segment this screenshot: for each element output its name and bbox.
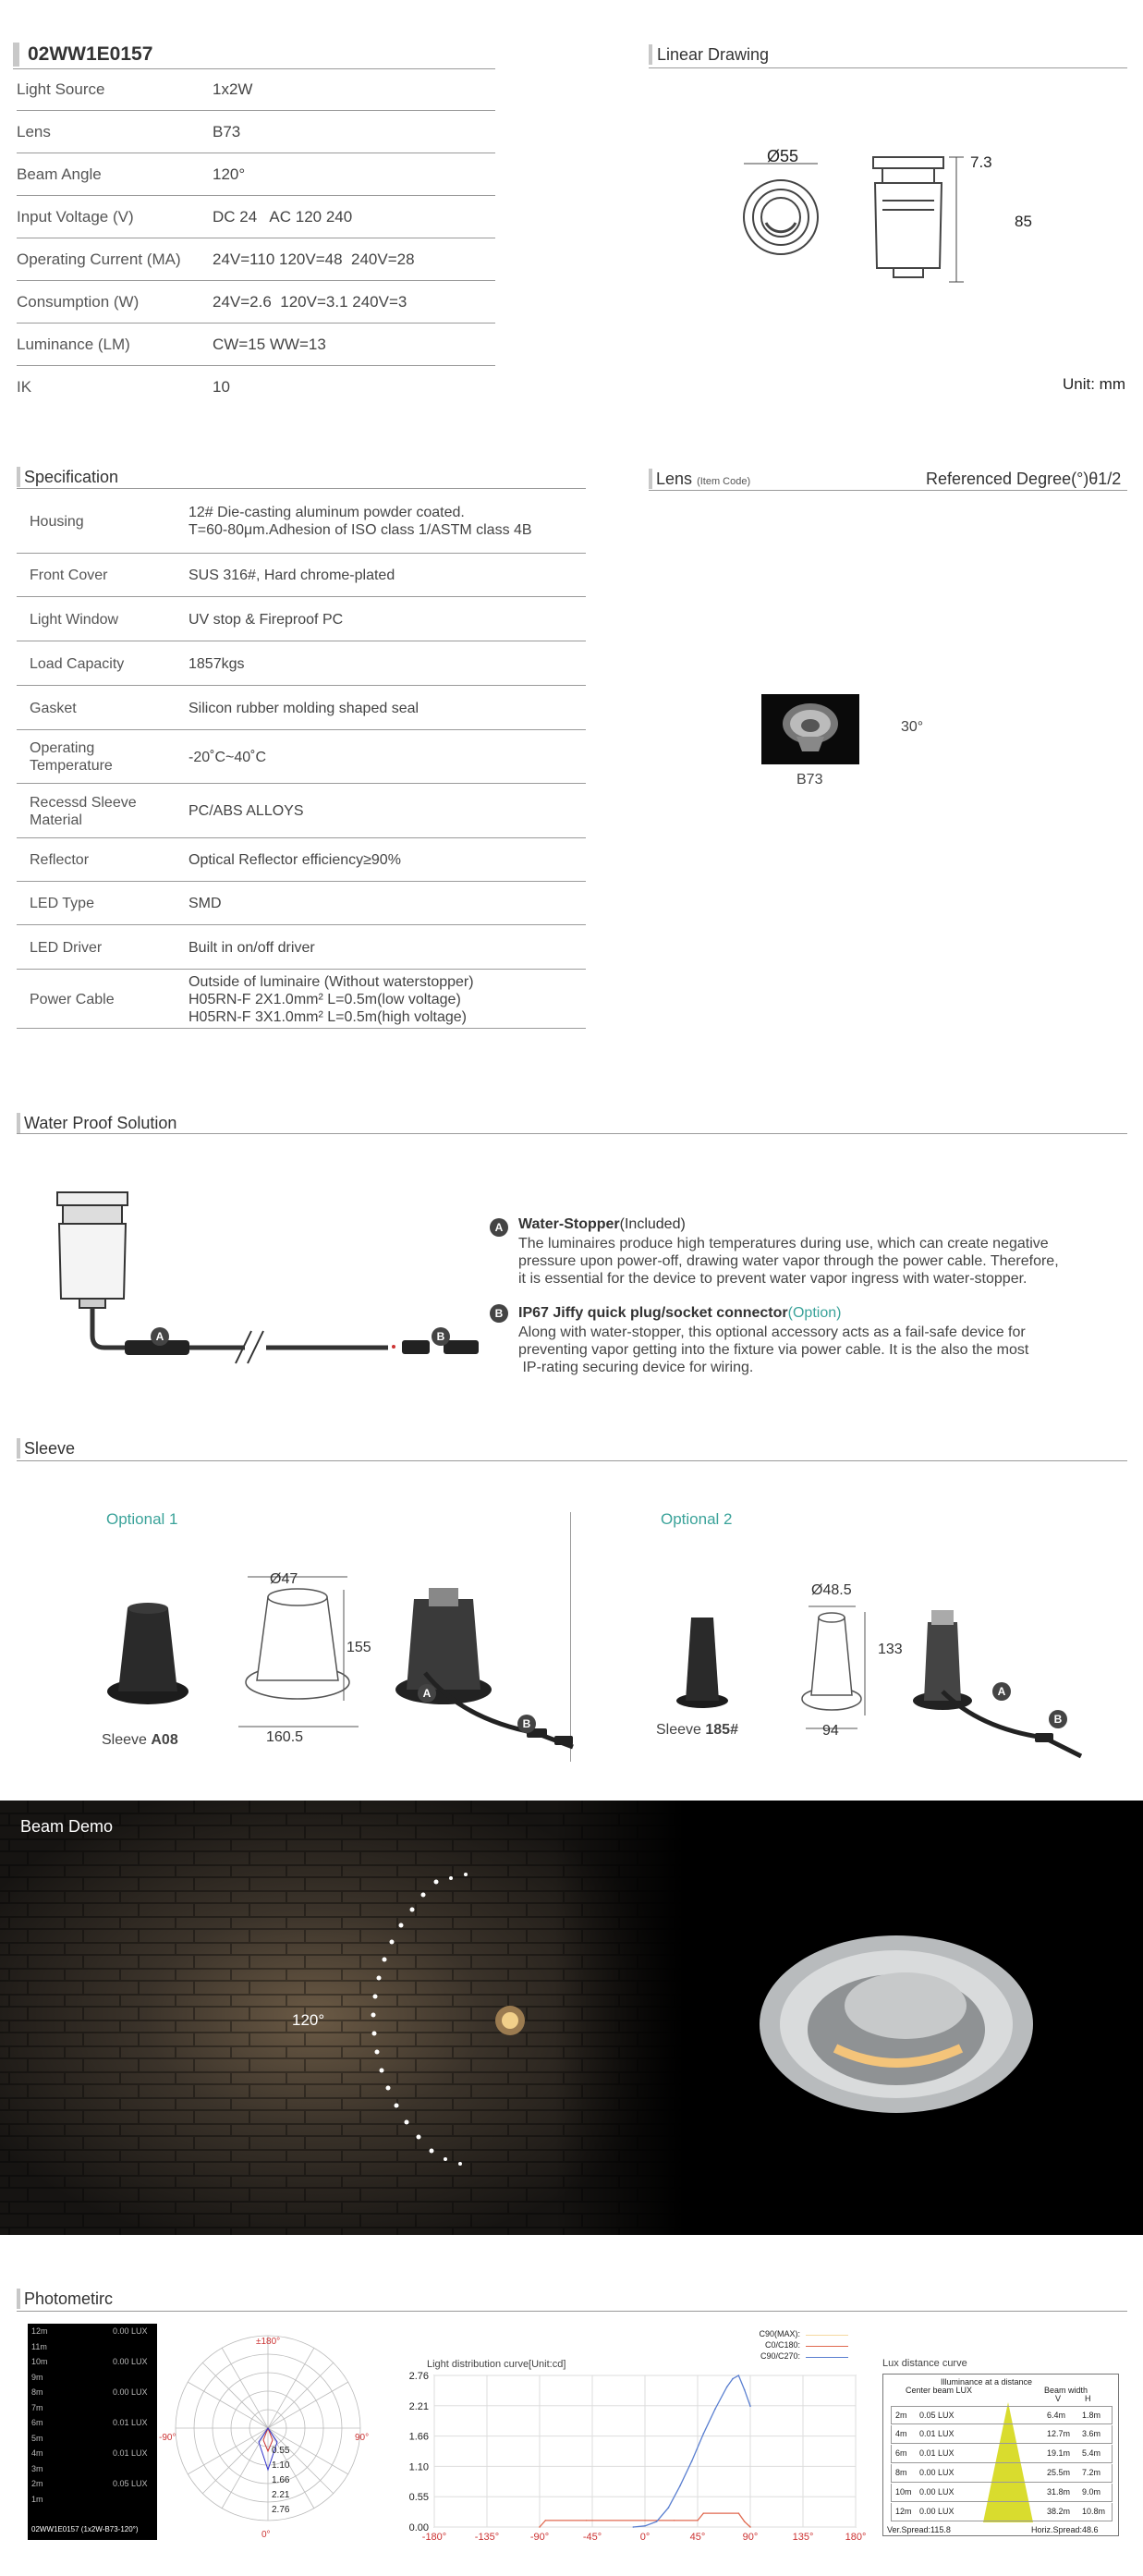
ld-v-width: 12.7m bbox=[1047, 2429, 1071, 2438]
spec-label-line: Housing bbox=[30, 513, 84, 530]
lux-distance-label: 5m bbox=[31, 2433, 43, 2443]
ld-h-width: 10.8m bbox=[1082, 2507, 1106, 2516]
badge-a-diagram: A bbox=[151, 1327, 169, 1346]
spec-row-label bbox=[30, 567, 107, 584]
spec-row-label bbox=[30, 851, 89, 869]
fixture-closeup bbox=[760, 1935, 1033, 2113]
lux-distance-label: 12m bbox=[31, 2326, 48, 2336]
lens-marker bbox=[649, 469, 652, 489]
series-point bbox=[644, 2520, 646, 2521]
x-tick-label: -45° bbox=[582, 2532, 602, 2543]
series-point bbox=[732, 2378, 734, 2380]
polar-right: 90° bbox=[355, 2433, 370, 2443]
spec-row bbox=[17, 784, 586, 838]
sleeve-1-cap-pre: Sleeve bbox=[102, 1732, 152, 1748]
sleeve-1-badge-a: A bbox=[418, 1684, 436, 1703]
ld-lux: 0.00 LUX bbox=[919, 2487, 955, 2497]
spec-row-label bbox=[30, 611, 118, 629]
x-tick-label: 45° bbox=[689, 2532, 706, 2543]
polar-top: ±180° bbox=[256, 2337, 281, 2347]
product-row bbox=[17, 153, 495, 196]
product-row bbox=[17, 111, 495, 153]
spec-label-line: LED Driver bbox=[30, 939, 103, 956]
spec-row-value bbox=[188, 939, 315, 957]
ld-v-width: 38.2m bbox=[1047, 2507, 1071, 2516]
spec-row-label bbox=[30, 939, 102, 957]
legend-label: C90(MAX): bbox=[759, 2329, 800, 2338]
series-point bbox=[738, 2512, 740, 2514]
specification-title: Specification bbox=[24, 468, 119, 486]
spec-value-line: SMD bbox=[188, 896, 222, 911]
distribution-chart bbox=[388, 2366, 869, 2551]
sleeve-1-cap-bold: A08 bbox=[151, 1732, 178, 1748]
spec-row-label bbox=[30, 895, 94, 912]
photo-rule bbox=[17, 2311, 1127, 2312]
product-row-value: 1x2W bbox=[213, 80, 253, 98]
lens-ref-degree: Referenced Degree(°)θ1/2 bbox=[926, 470, 1122, 488]
ld-distance: 6m bbox=[895, 2448, 907, 2458]
waterproof-title: Water Proof Solution bbox=[24, 1114, 177, 1132]
lens-item-code: (Item Code) bbox=[697, 476, 751, 487]
spec-row-label bbox=[30, 794, 137, 829]
spec-row bbox=[17, 489, 586, 554]
lux-value-label: 0.00 LUX bbox=[113, 2326, 148, 2336]
ld-distance: 12m bbox=[895, 2507, 912, 2516]
sleeve-2-dia: Ø48.5 bbox=[811, 1582, 852, 1598]
spec-row-value bbox=[188, 749, 266, 766]
lux-distance-label: 6m bbox=[31, 2418, 43, 2427]
spec-label-line: Gasket bbox=[30, 700, 77, 716]
spec-row-label bbox=[30, 700, 77, 717]
ld-lux: 0.00 LUX bbox=[919, 2468, 955, 2477]
legend-swatch bbox=[806, 2357, 848, 2358]
spec-value-line: H05RN-F 2X1.0mm² L=0.5m(low voltage) bbox=[188, 991, 461, 1007]
lux-value-label: 0.00 LUX bbox=[113, 2387, 148, 2397]
spec-row-value bbox=[188, 851, 401, 869]
lux-value-label: 0.01 LUX bbox=[113, 2418, 148, 2427]
spec-label-line: Load Capacity bbox=[30, 655, 125, 672]
product-row-value: CW=15 WW=13 bbox=[213, 336, 326, 353]
product-row-label: Consumption (W) bbox=[17, 293, 140, 311]
dim-height: 85 bbox=[1015, 213, 1032, 230]
model-number: 02WW1E0157 bbox=[28, 43, 153, 65]
y-tick-label: 2.76 bbox=[408, 2371, 429, 2382]
waterproof-diagram bbox=[37, 1183, 517, 1386]
series-point bbox=[679, 2485, 681, 2487]
ld-row bbox=[891, 2406, 1113, 2424]
badge-b: B bbox=[490, 1304, 508, 1323]
lux-distance-label: 8m bbox=[31, 2387, 43, 2397]
product-row-value: 10 bbox=[213, 378, 230, 396]
spec-row bbox=[17, 641, 586, 686]
product-row-value: 24V=110 120V=48 240V=28 bbox=[213, 250, 415, 268]
wp-marker bbox=[17, 1113, 20, 1133]
water-stopper-note: (Included) bbox=[619, 1216, 686, 1232]
product-row-label: Input Voltage (V) bbox=[17, 208, 134, 226]
lens-title-text: Lens bbox=[656, 470, 693, 488]
ld-row bbox=[891, 2425, 1113, 2444]
spec-row bbox=[17, 686, 586, 730]
polar-ring-label: 1.10 bbox=[272, 2460, 290, 2471]
sleeve-1-height: 155 bbox=[347, 1640, 371, 1655]
legend-swatch bbox=[806, 2346, 848, 2347]
ld-row bbox=[891, 2503, 1113, 2521]
spec-label-line: Front Cover bbox=[30, 568, 108, 583]
product-row-label: Luminance (LM) bbox=[17, 336, 130, 353]
spec-row bbox=[17, 838, 586, 882]
ld-v-width: 6.4m bbox=[1047, 2411, 1066, 2420]
lens-rule bbox=[649, 490, 1127, 491]
product-row bbox=[17, 324, 495, 366]
ld-row bbox=[891, 2484, 1113, 2502]
lux-panel bbox=[28, 2324, 157, 2540]
badge-b-diagram: B bbox=[432, 1327, 450, 1346]
ld-h-width: 7.2m bbox=[1082, 2468, 1101, 2477]
lux-distance-label: 3m bbox=[31, 2463, 43, 2473]
x-tick-label: -180° bbox=[421, 2532, 447, 2543]
beam-angle-label: 120° bbox=[292, 2011, 325, 2029]
lux-distance-box bbox=[882, 2374, 1119, 2536]
sleeve-a08-assembly bbox=[395, 1588, 573, 1747]
product-row-label: IK bbox=[17, 378, 32, 396]
spec-label-line: Operating bbox=[30, 740, 95, 756]
series-point bbox=[668, 2507, 670, 2509]
series-point bbox=[738, 2375, 740, 2376]
beam-demo-title: Beam Demo bbox=[20, 1817, 114, 1836]
y-tick-label: 2.21 bbox=[408, 2400, 429, 2412]
lens-photo bbox=[761, 694, 859, 764]
chart-title: Light distribution curve[Unit:cd] bbox=[427, 2359, 566, 2370]
badge-a: A bbox=[490, 1218, 508, 1237]
spec-value-line: Outside of luminaire (Without waterstopper) bbox=[188, 973, 474, 990]
water-stopper-text bbox=[518, 1235, 1059, 1288]
sleeve-185-drawing bbox=[802, 1613, 861, 1710]
ld-row bbox=[891, 2464, 1113, 2483]
ld-distance: 8m bbox=[895, 2468, 907, 2477]
polar-ring-label: 1.66 bbox=[272, 2475, 290, 2485]
top-view bbox=[744, 180, 818, 254]
ld-hor: Horiz.Spread:48.6 bbox=[1031, 2525, 1099, 2534]
y-tick-label: 0.00 bbox=[408, 2522, 429, 2533]
connector-note: (Option) bbox=[787, 1305, 842, 1321]
ws-line-2: pressure upon power-off, drawing water vapor through the power cable. Therefore, bbox=[518, 1253, 1059, 1269]
ld-head2: Center beam LUX bbox=[906, 2386, 973, 2395]
spec-value-line: 12# Die-casting aluminum powder coated. bbox=[188, 505, 465, 520]
spec-row-label bbox=[30, 655, 124, 673]
series-point bbox=[726, 2387, 728, 2388]
legend-label: C0/C180: bbox=[764, 2340, 800, 2350]
sleeve-1-dia: Ø47 bbox=[270, 1571, 298, 1587]
sleeve-title: Sleeve bbox=[24, 1439, 76, 1458]
spec-value-line: T=60-80μm.Adhesion of ISO class 1/ASTM class 4B bbox=[188, 522, 532, 538]
legend-item bbox=[721, 2329, 859, 2340]
ld-head3: Beam width bbox=[1044, 2386, 1088, 2395]
ld-v: V bbox=[1055, 2394, 1062, 2403]
ld-h-width: 5.4m bbox=[1082, 2448, 1101, 2458]
series-point bbox=[744, 2521, 746, 2522]
sleeve-marker bbox=[17, 1438, 20, 1459]
lux-value-label: 0.00 LUX bbox=[113, 2357, 148, 2366]
ld-lux: 0.01 LUX bbox=[919, 2429, 955, 2438]
ld-h-width: 9.0m bbox=[1082, 2487, 1101, 2497]
lux-distance-label: 1m bbox=[31, 2494, 43, 2504]
ld-h-width: 3.6m bbox=[1082, 2429, 1101, 2438]
x-tick-label: 90° bbox=[742, 2532, 759, 2543]
sleeve-2-width: 94 bbox=[822, 1723, 839, 1739]
sleeve-1-caption bbox=[102, 1732, 178, 1749]
series-point bbox=[539, 2526, 541, 2528]
sleeve-185-photo bbox=[676, 1618, 728, 1708]
cn-line-2: preventing vapor getting into the fixture via power cable. It is the also the most bbox=[518, 1342, 1029, 1358]
connector-title: IP67 Jiffy quick plug/socket connector bbox=[518, 1305, 788, 1321]
series-point bbox=[633, 2526, 635, 2528]
sleeve-rule bbox=[17, 1460, 1127, 1461]
spec-label-line: LED Type bbox=[30, 896, 94, 911]
spec-row-value bbox=[188, 895, 222, 912]
sleeve-2-cap-pre: Sleeve bbox=[656, 1722, 706, 1738]
spec-value-line: Silicon rubber molding shaped seal bbox=[188, 700, 420, 716]
series-point bbox=[586, 2520, 588, 2521]
spec-row bbox=[17, 730, 586, 784]
cn-line-1: Along with water-stopper, this optional accessory acts as a fail-safe device for bbox=[518, 1325, 1026, 1340]
polar-bottom: 0° bbox=[261, 2530, 271, 2540]
spec-label-line: Power Cable bbox=[30, 991, 115, 1007]
ld-lux: 0.01 LUX bbox=[919, 2448, 955, 2458]
photometric-title: Photometirc bbox=[24, 2289, 114, 2308]
polar-left: -90° bbox=[159, 2433, 176, 2443]
spec-row-value bbox=[188, 567, 395, 584]
spec-label-line: Temperature bbox=[30, 758, 113, 774]
spec-value-line: 1857kgs bbox=[188, 655, 245, 672]
y-tick-label: 0.55 bbox=[408, 2492, 429, 2504]
lux-distance-label: 11m bbox=[31, 2341, 47, 2351]
spec-label-line: Reflector bbox=[30, 852, 90, 868]
series-point bbox=[545, 2520, 547, 2521]
spec-value-line: SUS 316#, Hard chrome-plated bbox=[188, 568, 395, 583]
spec-label-line: Light Window bbox=[30, 611, 119, 628]
spec-marker bbox=[17, 467, 20, 487]
ws-line-3: it is essential for the device to prevent water vapor ingress with water-stopper. bbox=[518, 1271, 1027, 1287]
spec-row bbox=[17, 970, 586, 1029]
spec-value-line: UV stop & Fireproof PC bbox=[188, 611, 344, 628]
product-row bbox=[17, 281, 495, 324]
sleeve-2-cap-bold: 185# bbox=[705, 1722, 738, 1738]
side-view bbox=[873, 157, 943, 277]
product-row-value: 120° bbox=[213, 165, 246, 183]
series-point bbox=[714, 2408, 716, 2410]
sleeve-1-width: 160.5 bbox=[266, 1729, 304, 1745]
linear-marker bbox=[649, 44, 652, 65]
spec-label-line: Recessd Sleeve bbox=[30, 794, 137, 811]
product-row-label: Light Source bbox=[17, 80, 105, 98]
ld-v-width: 31.8m bbox=[1047, 2487, 1071, 2497]
spec-row bbox=[17, 554, 586, 597]
y-tick-label: 1.66 bbox=[408, 2431, 429, 2443]
legend-label: C90/C270: bbox=[760, 2351, 800, 2361]
lux-panel-footer: 02WW1E0157 (1x2W-B73-120°) bbox=[31, 2525, 139, 2533]
spec-row-label bbox=[30, 739, 113, 775]
spec-value-line: Optical Reflector efficiency≥90% bbox=[188, 852, 401, 868]
cn-line-3: IP-rating securing device for wiring. bbox=[518, 1360, 754, 1375]
lens-title bbox=[656, 470, 750, 489]
series-point bbox=[656, 2521, 658, 2522]
legend-swatch bbox=[806, 2335, 848, 2336]
ld-ver: Ver.Spread:115.8 bbox=[887, 2525, 951, 2534]
lux-value-label: 0.05 LUX bbox=[113, 2479, 148, 2488]
product-row bbox=[17, 68, 495, 111]
ws-line-1: The luminaires produce high temperatures during use, which can create negative bbox=[518, 1236, 1049, 1251]
spec-row-label bbox=[30, 991, 115, 1008]
ld-lux: 0.05 LUX bbox=[919, 2411, 955, 2420]
lux-distance-label: 9m bbox=[31, 2372, 43, 2382]
polar-ring-label: 2.21 bbox=[272, 2490, 290, 2500]
product-row-value: DC 24 AC 120 240 bbox=[213, 208, 353, 226]
y-tick-label: 1.10 bbox=[408, 2461, 429, 2473]
spec-value-line: Built in on/off driver bbox=[188, 939, 315, 956]
spec-row-value bbox=[188, 655, 245, 673]
product-row-value: 24V=2.6 120V=3.1 240V=3 bbox=[213, 293, 407, 311]
lux-value-label: 0.01 LUX bbox=[113, 2448, 148, 2458]
polar-chart bbox=[171, 2331, 365, 2525]
ld-lux: 0.00 LUX bbox=[919, 2507, 955, 2516]
series-point bbox=[691, 2460, 693, 2462]
product-row bbox=[17, 196, 495, 238]
x-tick-label: 135° bbox=[792, 2532, 814, 2543]
connector-text bbox=[518, 1324, 1028, 1376]
polar-ring-label: 2.76 bbox=[272, 2505, 290, 2515]
spec-row-label bbox=[30, 513, 84, 531]
ld-row bbox=[891, 2445, 1113, 2463]
water-stopper-title: Water-Stopper bbox=[518, 1216, 620, 1232]
series-point bbox=[674, 2520, 675, 2521]
ld-v-width: 25.5m bbox=[1047, 2468, 1071, 2477]
ld-v-width: 19.1m bbox=[1047, 2448, 1071, 2458]
spec-value-line: -20˚C~40˚C bbox=[188, 749, 267, 765]
dim-top: 7.3 bbox=[970, 153, 992, 171]
lux-distance-label: 7m bbox=[31, 2402, 43, 2412]
series-point bbox=[644, 2525, 646, 2527]
linear-rule bbox=[649, 67, 1127, 68]
polar-ring-label: 0.55 bbox=[272, 2446, 290, 2456]
series-point bbox=[749, 2405, 751, 2407]
lens-degree: 30° bbox=[901, 719, 924, 735]
series-line-2 bbox=[633, 2375, 750, 2527]
spec-row-value bbox=[188, 504, 532, 539]
product-row bbox=[17, 238, 495, 281]
photo-marker bbox=[17, 2289, 20, 2309]
ld-h: H bbox=[1085, 2394, 1091, 2403]
spec-row bbox=[17, 882, 586, 925]
series-point bbox=[703, 2512, 705, 2514]
linear-drawing-title: Linear Drawing bbox=[657, 45, 770, 64]
product-row-label: Lens bbox=[17, 123, 51, 140]
spec-label-line: Material bbox=[30, 812, 82, 828]
sleeve-2-badge-a: A bbox=[992, 1682, 1011, 1701]
spec-row bbox=[17, 597, 586, 641]
lux-distance-label: 2m bbox=[31, 2479, 43, 2488]
product-row-label: Beam Angle bbox=[17, 165, 102, 183]
sleeve-option-2 bbox=[647, 1599, 1127, 1775]
title-marker bbox=[13, 43, 19, 67]
dim-diameter: Ø55 bbox=[767, 147, 799, 165]
legend-item bbox=[721, 2351, 859, 2362]
wp-rule bbox=[17, 1133, 1127, 1134]
spec-value-line: H05RN-F 3X1.0mm² L=0.5m(high voltage) bbox=[188, 1008, 468, 1025]
unit-label: Unit: mm bbox=[1063, 375, 1125, 393]
product-row-label: Operating Current (MA) bbox=[17, 250, 181, 268]
x-tick-label: 0° bbox=[639, 2532, 651, 2543]
spec-row-value bbox=[188, 700, 419, 717]
sleeve-a08-drawing bbox=[246, 1589, 349, 1699]
optional-1-label: Optional 1 bbox=[106, 1510, 178, 1528]
sleeve-2-badge-b: B bbox=[1049, 1710, 1067, 1728]
water-stopper-heading bbox=[518, 1216, 686, 1233]
spec-row-value bbox=[188, 802, 304, 820]
legend-item bbox=[721, 2340, 859, 2351]
spec-row-value bbox=[188, 611, 343, 629]
sleeve-2-caption bbox=[656, 1722, 738, 1739]
product-row bbox=[17, 366, 495, 409]
lux-distance-label: 10m bbox=[31, 2357, 48, 2366]
series-point bbox=[749, 2526, 751, 2528]
beam-demo-photo bbox=[0, 1801, 1143, 2235]
product-row-value: B73 bbox=[213, 123, 241, 140]
spec-row-value bbox=[188, 973, 474, 1026]
sleeve-1-badge-b: B bbox=[517, 1715, 536, 1733]
ld-h-width: 1.8m bbox=[1082, 2411, 1101, 2420]
optional-2-label: Optional 2 bbox=[661, 1510, 733, 1528]
x-tick-label: -90° bbox=[529, 2532, 550, 2543]
series-point bbox=[697, 2520, 699, 2521]
series-point bbox=[703, 2433, 705, 2435]
lens-name: B73 bbox=[796, 772, 823, 787]
x-tick-label: -135° bbox=[474, 2532, 500, 2543]
sleeve-a08-photo bbox=[107, 1603, 188, 1704]
spec-row bbox=[17, 925, 586, 970]
spec-value-line: PC/ABS ALLOYS bbox=[188, 803, 304, 819]
lux-distance-label: 4m bbox=[31, 2448, 43, 2458]
x-tick-label: 180° bbox=[845, 2532, 867, 2543]
lux-distance-title: Lux distance curve bbox=[882, 2358, 967, 2369]
connector-heading bbox=[518, 1305, 841, 1322]
ld-distance: 2m bbox=[895, 2411, 907, 2420]
sleeve-2-height: 133 bbox=[878, 1642, 903, 1657]
ld-distance: 4m bbox=[895, 2429, 907, 2438]
ld-distance: 10m bbox=[895, 2487, 912, 2497]
ld-head1: Illuminance at a distance bbox=[941, 2377, 1033, 2387]
series-point bbox=[744, 2389, 746, 2391]
